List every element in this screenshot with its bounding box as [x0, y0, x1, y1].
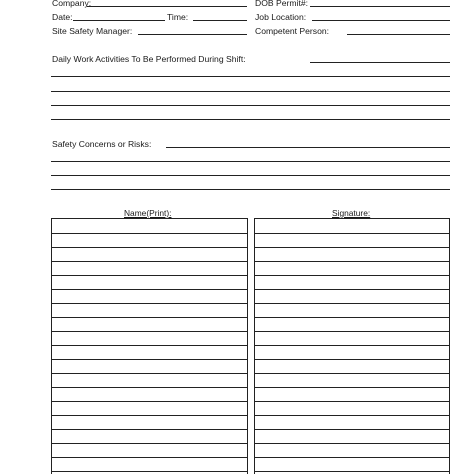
- signature-row-line[interactable]: [255, 471, 449, 472]
- dob-permit-label: DOB Permit#:: [255, 0, 309, 8]
- signature-row-line[interactable]: [255, 261, 449, 262]
- date-label: Date:: [52, 12, 73, 22]
- concerns-line[interactable]: [51, 161, 450, 162]
- competent-person-label: Competent Person:: [255, 26, 330, 36]
- signature-row-line[interactable]: [255, 401, 449, 402]
- name-row-line[interactable]: [52, 415, 247, 416]
- signature-row-line[interactable]: [255, 415, 449, 416]
- dob-permit-field[interactable]: [310, 6, 450, 7]
- signature-row-line[interactable]: [255, 429, 449, 430]
- name-row-line[interactable]: [52, 247, 247, 248]
- job-location-label: Job Location:: [255, 12, 307, 22]
- signature-row-line[interactable]: [255, 387, 449, 388]
- name-row-line[interactable]: [52, 289, 247, 290]
- name-row-line[interactable]: [52, 401, 247, 402]
- signature-row-line[interactable]: [255, 345, 449, 346]
- signature-column-header: Signature:: [332, 208, 371, 218]
- name-row-line[interactable]: [52, 261, 247, 262]
- name-row-line[interactable]: [52, 429, 247, 430]
- name-row-line[interactable]: [52, 387, 247, 388]
- activities-first-line[interactable]: [310, 62, 450, 63]
- name-row-line[interactable]: [52, 373, 247, 374]
- signature-column: [254, 218, 450, 474]
- name-row-line[interactable]: [52, 275, 247, 276]
- activities-line[interactable]: [51, 76, 450, 77]
- concerns-line[interactable]: [51, 175, 450, 176]
- activities-line[interactable]: [51, 105, 450, 106]
- name-row-line[interactable]: [52, 457, 247, 458]
- competent-person-field[interactable]: [347, 34, 450, 35]
- concerns-label: Safety Concerns or Risks:: [52, 139, 152, 149]
- name-row-line[interactable]: [52, 471, 247, 472]
- signature-row-line[interactable]: [255, 317, 449, 318]
- name-row-line[interactable]: [52, 303, 247, 304]
- name-row-line[interactable]: [52, 359, 247, 360]
- name-row-line[interactable]: [52, 443, 247, 444]
- signature-row-line[interactable]: [255, 289, 449, 290]
- concerns-first-line[interactable]: [166, 147, 450, 148]
- company-label: Company:: [52, 0, 92, 8]
- date-field[interactable]: [73, 20, 165, 21]
- signature-row-line[interactable]: [255, 233, 449, 234]
- job-location-field[interactable]: [312, 20, 450, 21]
- signature-row-line[interactable]: [255, 359, 449, 360]
- company-field[interactable]: [87, 6, 247, 7]
- activities-label: Daily Work Activities To Be Performed During Shift:: [52, 54, 246, 64]
- name-column-header: Name(Print):: [124, 208, 172, 218]
- activities-line[interactable]: [51, 119, 450, 120]
- signature-row-line[interactable]: [255, 373, 449, 374]
- signature-row-line[interactable]: [255, 331, 449, 332]
- signature-row-line[interactable]: [255, 303, 449, 304]
- concerns-line[interactable]: [51, 189, 450, 190]
- name-row-line[interactable]: [52, 345, 247, 346]
- signature-row-line[interactable]: [255, 275, 449, 276]
- name-row-line[interactable]: [52, 331, 247, 332]
- name-column: [51, 218, 248, 474]
- site-safety-manager-field[interactable]: [138, 34, 247, 35]
- time-label: Time:: [167, 12, 189, 22]
- site-safety-manager-label: Site Safety Manager:: [52, 26, 133, 36]
- signature-row-line[interactable]: [255, 457, 449, 458]
- time-field[interactable]: [193, 20, 247, 21]
- name-row-line[interactable]: [52, 317, 247, 318]
- signature-row-line[interactable]: [255, 247, 449, 248]
- signature-row-line[interactable]: [255, 443, 449, 444]
- name-row-line[interactable]: [52, 233, 247, 234]
- activities-line[interactable]: [51, 91, 450, 92]
